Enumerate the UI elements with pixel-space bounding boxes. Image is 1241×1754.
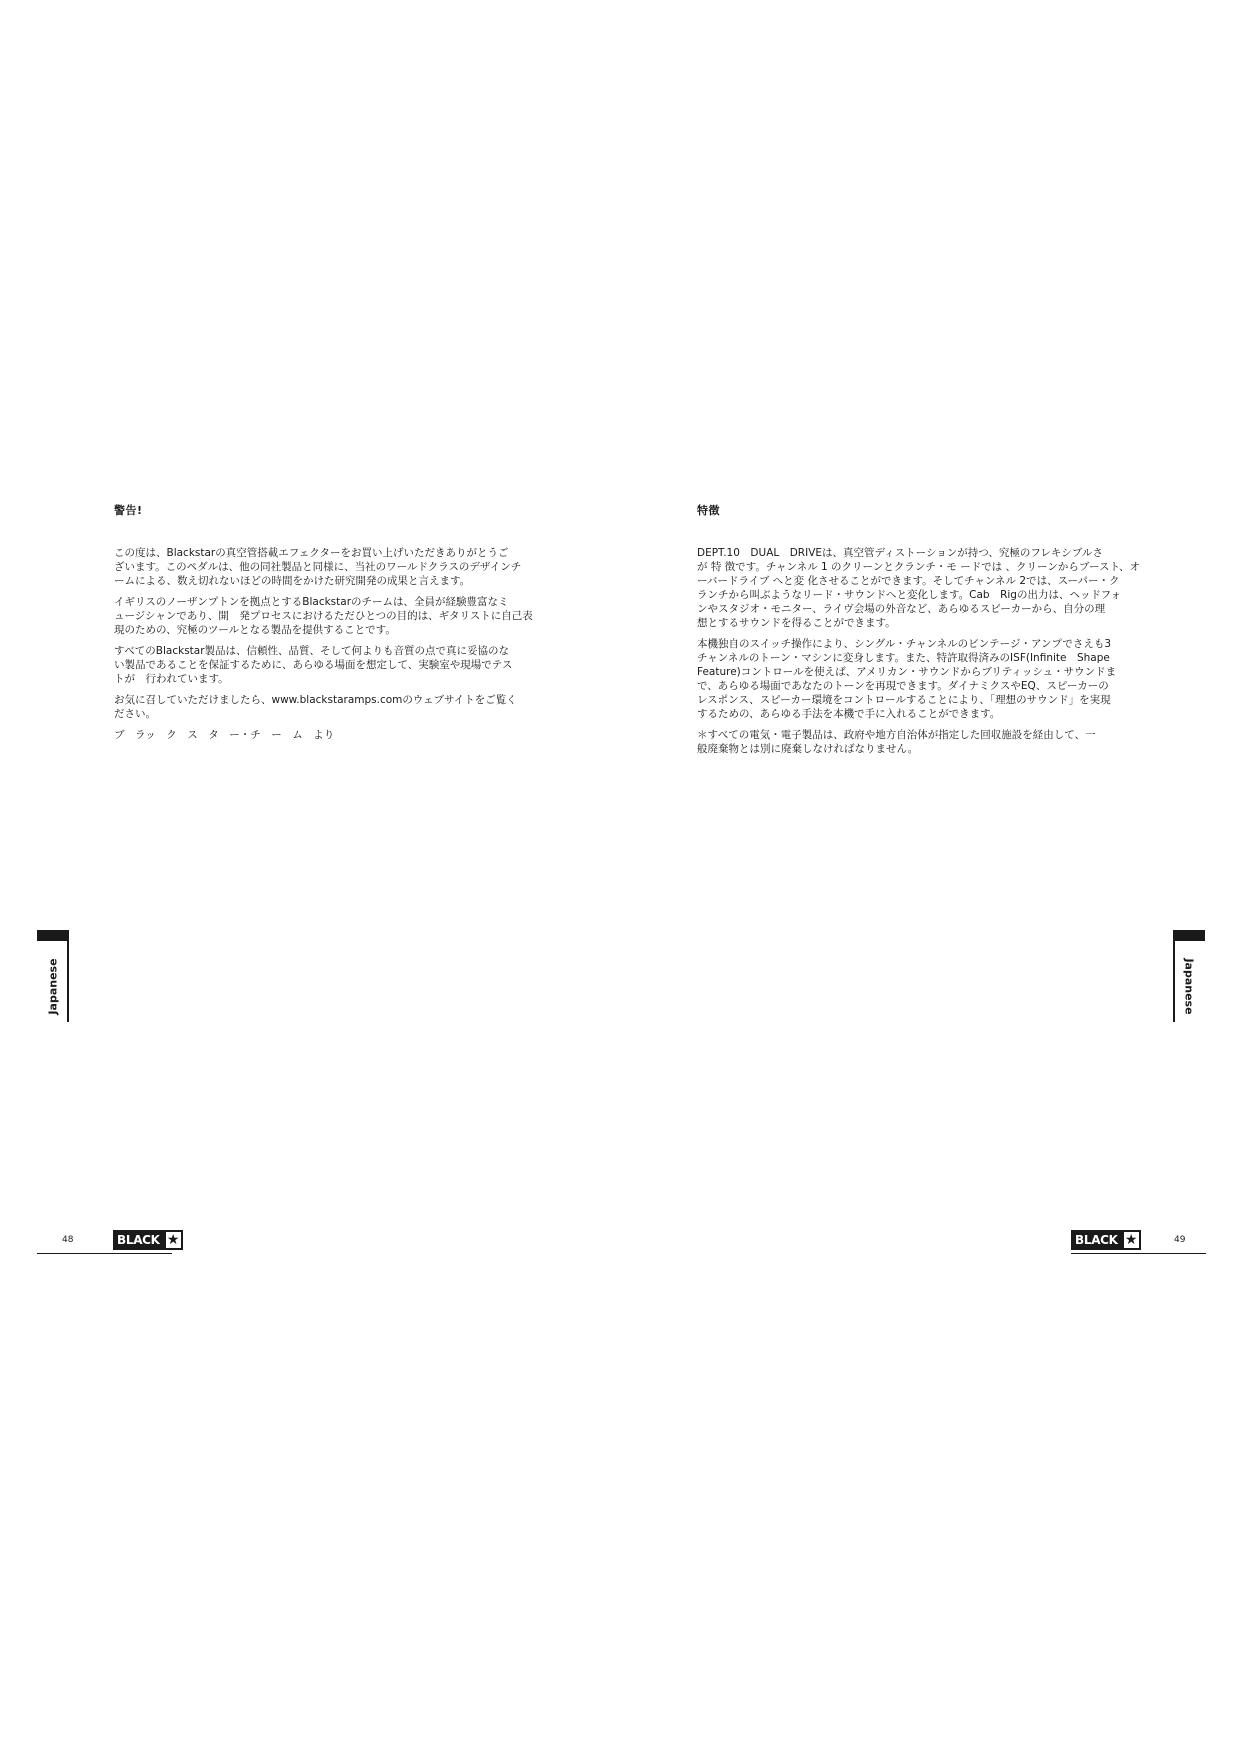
blackstar-logo xyxy=(113,1230,183,1250)
body-text xyxy=(697,546,1177,763)
left-page xyxy=(0,0,620,1754)
paragraph: この度は、Blackstarの真空管搭載エフェクターをお買い上げいただきありがとうご ざいます。このペダルは、他の同社製品と同様に、当社のワールドクラスのデザインチ ームによる、数え切れないほどの時間をかけた研究開発の成果と言えます。 xyxy=(114,547,522,587)
footer-rule xyxy=(37,1253,172,1254)
star-icon: ★ xyxy=(164,1230,183,1250)
tab-label-wrap xyxy=(37,950,69,1022)
paragraph: すべてのBlackstar製品は、信頼性、品質、そして何よりも音質の点で真に妥協のな い製品であることを保証するために、あらゆる場面を想定して、実験室や現場でテス トが 行われています。 xyxy=(114,645,513,685)
tab-label-wrap xyxy=(1173,950,1205,1022)
paragraph: ＊すべての電気・電子製品は、政府や地方自治体が指定した回収施設を経由して、一 般廃棄物とは別に廃棄しなければなりません。 xyxy=(697,729,1096,755)
signature-line: ブ ラッ ク ス タ ー・チ ー ム より xyxy=(114,729,335,741)
language-tab xyxy=(1173,930,1205,1022)
paragraph: お気に召していただけましたら、www.blackstaramps.comのウェブサイトをご覧く ださい。 xyxy=(114,694,517,720)
tab-cap xyxy=(37,930,69,941)
right-page xyxy=(621,0,1241,1754)
blackstar-logo xyxy=(1071,1230,1141,1250)
page-number: 48 xyxy=(62,1235,74,1245)
footer-rule xyxy=(1071,1253,1206,1254)
star-icon: ★ xyxy=(1122,1230,1141,1250)
page-heading-features: 特徴 xyxy=(697,504,720,517)
body-text xyxy=(114,546,594,749)
paragraph: 本機独自のスイッチ操作により、シングル・チャンネルのビンテージ・アンプでさえも3 チャンネルのトーン・マシンに変身します。また、特許取得済みのISF(Infinite Shape Feature)コントロールを使えば、アメリカン・サウンドからブリティッシュ・サウンドま で、あらゆる場面であなたのトーンを再現できます。ダイナミクスやEQ、スピーカーの レスポンス、スピーカー環境をコントロールすることにより、「理想のサウンド」を実現 するための、あらゆる手法を本機で手に入れることができます。 xyxy=(697,638,1117,720)
tab-cap xyxy=(1173,930,1205,941)
language-tab-label: Japanese xyxy=(1182,957,1196,1015)
page-number: 49 xyxy=(1174,1235,1186,1245)
logo-wordmark: BLACK xyxy=(1071,1230,1122,1250)
paragraph: イギリスのノーザンプトンを拠点とするBlackstarのチームは、全員が経験豊富なミ ュージシャンであり、開 発プロセスにおけるただひとつの目的は、ギタリストに自己表 現のための、究極のツールとなる製品を提供することです。 xyxy=(114,596,533,636)
language-tab xyxy=(37,930,69,1022)
page-heading-warning: 警告! xyxy=(114,504,143,517)
language-tab-label: Japanese xyxy=(46,957,60,1015)
paragraph: DEPT.10 DUAL DRIVEは、真空管ディストーションが持つ、究極のフレキシブルさ が 特 徴です。チャンネル 1 のクリーンとクランチ・モ ードでは 、クリーンからブースト、オ ーバードライブ へと変 化させることができます。そしてチャンネル 2では、スーパー・ク ランチから叫ぶようなリード・サウンドへと変化します。Cab Rigの出力は、ヘッドフォ ンやスタジオ・モニター、ライヴ会場の外音など、あらゆるスピーカーから、自分の理 想とするサウンドを得ることができます。 xyxy=(697,547,1141,629)
logo-wordmark: BLACK xyxy=(113,1230,164,1250)
